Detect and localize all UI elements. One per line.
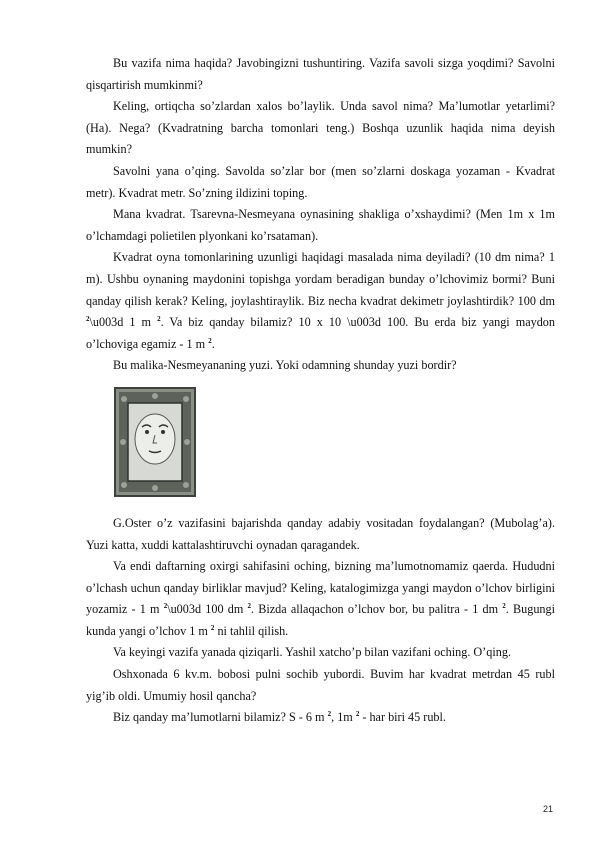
- paragraph-5: Kvadrat oyna tomonlarining uzunligi haqidagi masalada nima deyiladi? (10 dm nima? 1 m). Ushbu oynaning maydonini topishga yordam beradigan bunday o’lchovimiz bormi? Buni qanday qilish kerak? Keling, joylashtiraylik. Biz necha kvadrat dekimetr joylashtirdik? 100 dm $^2$\u003d 1 m $^2$. Va biz qanday bilamiz? 10 x 10 \u003d 100. Bu erda biz yangi maydon o’lchoviga egamiz - 1 m $^2$.: [86, 250, 555, 351]
- paragraph-8: Va endi daftarning oxirgi sahifasini oching, bizning ma’lumotnomamiz qaerda. Hududni o’lchash uchun qanday birliklar mavjud? Keling, katalogimizga yangi maydon o’lchov birligini yozamiz - 1 m $^2$\u003d 100 dm $^2$. Bizda allaqachon o’lchov bor, bu palitra - 1 dm $^2$. Bugungi kunda yangi o’lchov 1 m $^2$ ni tahlil qilish.: [86, 559, 556, 638]
- paragraph-7: G.Oster o’z vazifasini bajarishda qanday adabiy vositadan foydalangan? (Mubolag’a). Yuzi katta, xuddi kattalashtiruvchi oynadan qaragandek.: [86, 515, 555, 552]
- framed-face-mirror-icon: [114, 387, 196, 497]
- paragraph-4: Mana kvadrat. Tsarevna-Nesmeyana oynasining shakliga o’xshaydimi? (Men 1m x 1m o’lchamdagi polietilen plyonkani ko’rsataman).: [86, 207, 555, 243]
- paragraph-1: Bu vazifa nima haqida? Javobingizni tushuntiring. Vazifa savoli sizga yoqdimi? Savolni qisqartirish mumkinmi?: [86, 56, 555, 92]
- paragraph-6: Bu malika-Nesmeyananing yuzi. Yoki odamning shunday yuzi bordir?: [113, 358, 457, 373]
- paragraph-2: Keling, ortiqcha so’zlardan xalos bo’laylik. Unda savol nima? Ma’lumotlar yetarlimi? (Ha). Nega? (Kvadratning barcha tomonlari teng.) Boshqa uzunlik haqida nima deyish mumkin?: [86, 99, 555, 157]
- paragraph-11: Biz qanday ma’lumotlarni bilamiz? S - 6 m $^2$, 1m $^2$ - har biri 45 rubl.: [113, 710, 446, 725]
- page-number: 21: [542, 804, 553, 814]
- document-body: [86, 53, 555, 729]
- paragraph-3: Savolni yana o’qing. Savolda so’zlar bor (men so’zlarni doskaga yozaman - Kvadrat metr). Kvadrat metr. So’zning ildizini toping.: [86, 163, 555, 200]
- paragraph-10: Oshxonada 6 kv.m. bobosi pulni sochib yubordi. Buvim har kvadrat metrdan 45 rubl yig’ib oldi. Umumiy hosil qancha?: [86, 667, 555, 703]
- paragraph-9: Va keyingi vazifa yanada qiziqarli. Yashil xatcho’p bilan vazifani oching. O’qing.: [113, 645, 512, 660]
